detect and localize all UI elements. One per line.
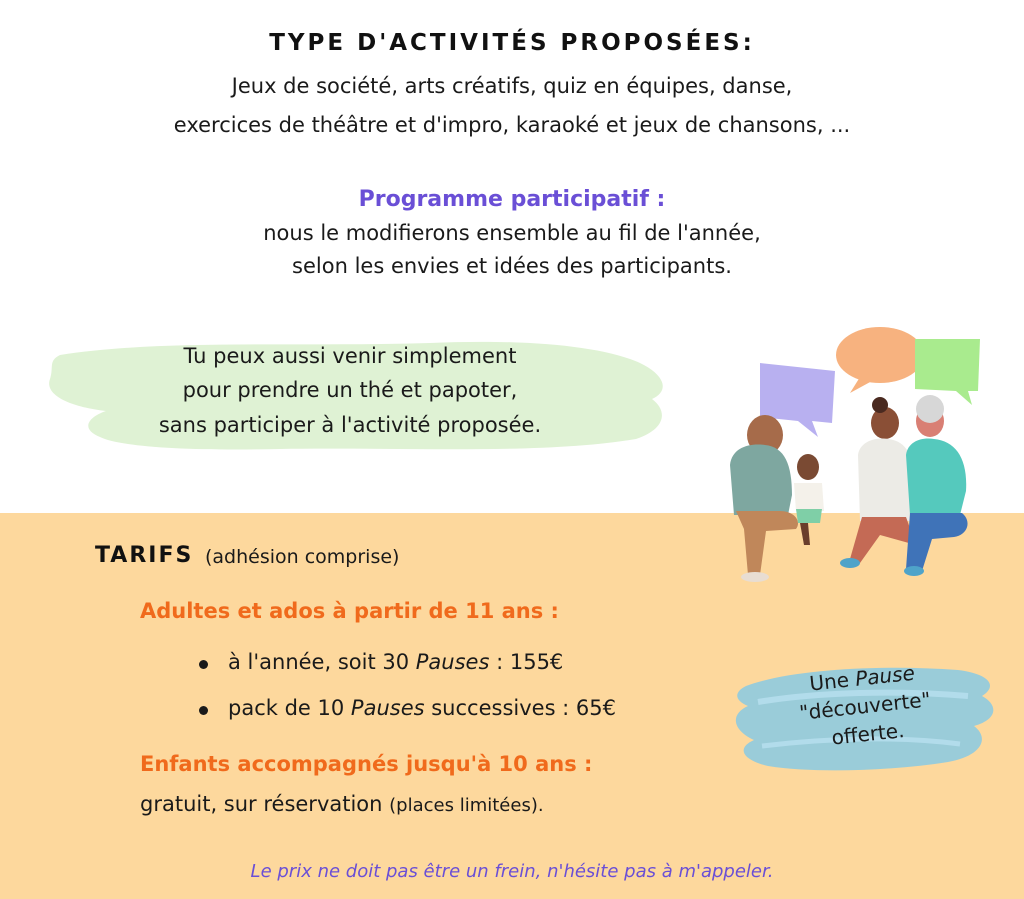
item-text: pack de 10 xyxy=(228,696,351,720)
bullet-icon xyxy=(199,706,208,715)
activities-line-2: exercices de théâtre et d'impro, karaoké et jeux de chansons, ... xyxy=(173,113,851,137)
list-item xyxy=(205,696,616,720)
offer-line-2: "découverte" xyxy=(798,687,932,725)
people-chatting-illustration xyxy=(710,325,1010,585)
adults-title: Adultes et ados à partir de 11 ans : xyxy=(140,599,559,623)
speech-bubble-orange-icon xyxy=(836,327,924,383)
offer-line-3: offerte. xyxy=(830,718,906,750)
bullet-icon xyxy=(199,660,208,669)
tea-line-2: pour prendre un thé et papoter, xyxy=(182,378,518,402)
children-note: (places limitées). xyxy=(389,795,544,816)
speech-bubble-green-icon xyxy=(915,339,980,405)
program-line-2: selon les envies et idées des participants. xyxy=(292,254,732,278)
item-text: à l'année, soit 30 xyxy=(228,650,416,674)
activities-title: TYPE D'ACTIVITÉS PROPOSÉES: xyxy=(269,30,755,56)
children-title: Enfants accompagnés jusqu'à 10 ans : xyxy=(140,752,593,776)
tea-line-3: sans participer à l'activité proposée. xyxy=(158,413,542,437)
program-title: Programme participatif : xyxy=(358,187,666,212)
item-italic: Pauses xyxy=(415,650,490,674)
tarifs-title: TARIFS xyxy=(95,543,194,568)
tea-line-1: Tu peux aussi venir simplement xyxy=(183,344,517,368)
children-text xyxy=(140,792,544,816)
item-price: successives : 65€ xyxy=(424,696,617,720)
price-note: Le prix ne doit pas être un frein, n'hésite pas à m'appeler. xyxy=(250,861,774,882)
activities-line-1: Jeux de société, arts créatifs, quiz en équipes, danse, xyxy=(231,74,793,98)
item-price: : 155€ xyxy=(489,650,564,674)
offer-line-1-text: Une xyxy=(808,666,857,696)
list-item xyxy=(205,650,563,674)
item-italic: Pauses xyxy=(350,696,425,720)
offer-line-1-italic: Pause xyxy=(853,660,916,691)
program-line-1: nous le modifierons ensemble au fil de l'année, xyxy=(263,221,761,245)
children-price: gratuit, sur réservation xyxy=(140,792,383,816)
tarifs-subtitle: (adhésion comprise) xyxy=(205,546,400,568)
